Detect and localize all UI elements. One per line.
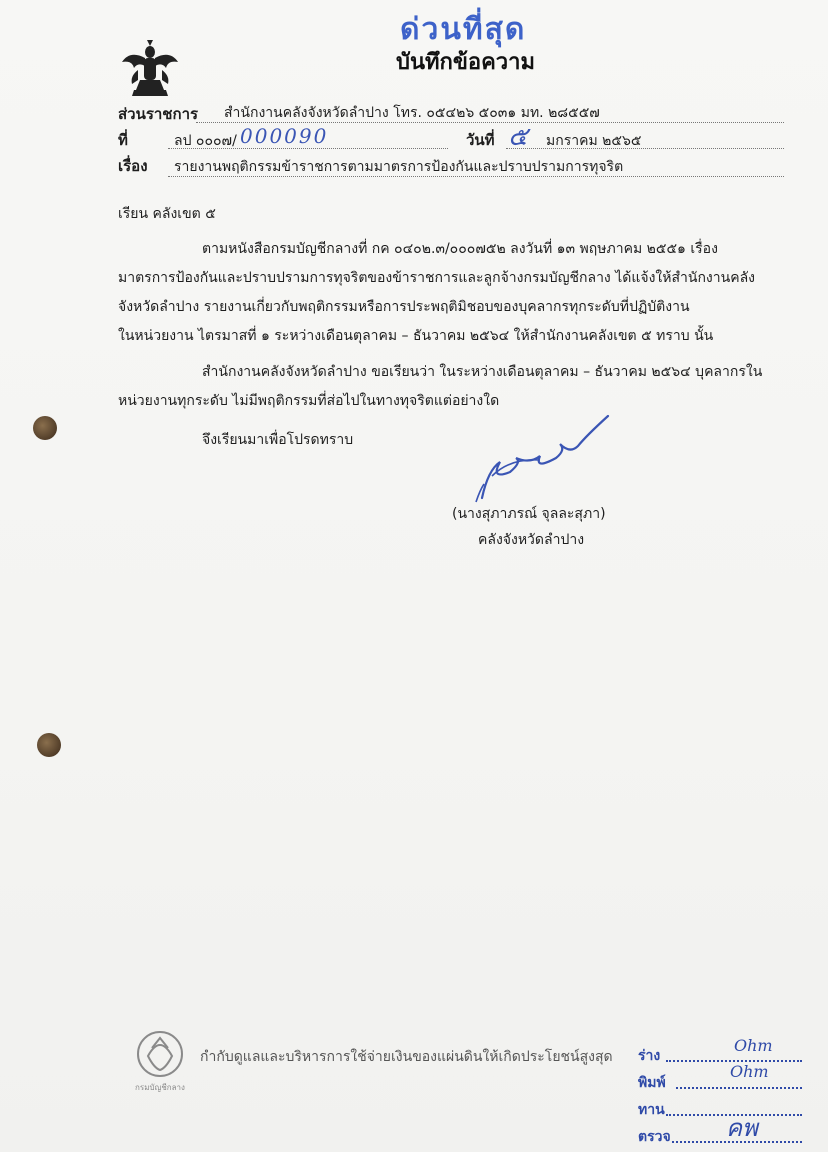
check-initial-verify: คพ — [726, 1114, 758, 1142]
subject-row — [118, 154, 148, 178]
agency-value: สำนักงานคลังจังหวัดลำปาง โทร. ๐๕๔๒๖ ๕๐๓๑ มท. ๒๘๕๕๗ — [224, 105, 600, 121]
body-p1-line1: ตามหนังสือกรมบัญชีกลางที่ กค ๐๔๐๒.๓/๐๐๐๗๕๒ ลงวันที่ ๑๓ พฤษภาคม ๒๕๕๑ เรื่อง — [202, 241, 718, 257]
date-rest: มกราคม ๒๕๖๕ — [546, 133, 642, 149]
punch-hole — [33, 416, 57, 440]
handwritten-signature-icon — [470, 410, 620, 510]
ref-prefix: ลป ๐๐๐๗/ — [174, 133, 237, 149]
agency-underline — [196, 122, 784, 123]
date-day-handwritten: ๕ — [508, 122, 528, 152]
urgency-stamp: ด่วนที่สุด — [400, 12, 527, 47]
ref-number-handwritten: 000090 — [240, 124, 329, 148]
subject-underline — [168, 176, 784, 177]
check-label-type: พิมพ์ — [638, 1075, 666, 1091]
check-line — [676, 1087, 802, 1089]
check-initial-type: Ohm — [730, 1062, 769, 1081]
emblem-caption: กรมบัญชีกลาง — [135, 1083, 185, 1092]
check-label-proof: ทาน — [638, 1102, 665, 1118]
signer-name: (นางสุภาภรณ์ จุลละสุภา) — [452, 506, 606, 522]
ref-row — [118, 128, 128, 152]
body-p2-line2: หน่วยงานทุกระดับ ไม่มีพฤติกรรมที่ส่อไปในทางทุจริตแต่อย่างใด — [118, 393, 500, 409]
body-p1-line3: จังหวัดลำปาง รายงานเกี่ยวกับพฤติกรรมหรือการประพฤติมิชอบของบุคลากรทุกระดับที่ปฏิบัติงาน — [118, 299, 690, 315]
date-underline — [506, 148, 784, 149]
document-title: บันทึกข้อความ — [396, 50, 536, 75]
date-label: วันที่ — [466, 131, 495, 149]
salutation: เรียน คลังเขต ๕ — [118, 206, 216, 222]
agency-row — [118, 102, 198, 126]
ref-label: ที่ — [118, 131, 128, 149]
body-p1-line2: มาตรการป้องกันและปราบปรามการทุจริตของข้าราชการและลูกจ้างกรมบัญชีกลาง ได้แจ้งให้สำนักงานคลัง — [118, 270, 755, 286]
body-p2-line1: สำนักงานคลังจังหวัดลำปาง ขอเรียนว่า ในระหว่างเดือนตุลาคม – ธันวาคม ๒๕๖๔ บุคลากรใน — [202, 364, 763, 380]
garuda-emblem-icon — [120, 40, 180, 98]
subject-label: เรื่อง — [118, 157, 148, 175]
ref-underline — [168, 148, 448, 149]
check-label-draft: ร่าง — [638, 1048, 661, 1064]
department-emblem-icon — [130, 1026, 190, 1094]
agency-label: ส่วนราชการ — [118, 105, 199, 123]
footer-slogan: กำกับดูแลและบริหารการใช้จ่ายเงินของแผ่นดินให้เกิดประโยชน์สูงสุด — [200, 1049, 613, 1065]
signer-position: คลังจังหวัดลำปาง — [478, 532, 585, 548]
check-label-verify: ตรวจ — [638, 1129, 671, 1145]
closing-line: จึงเรียนมาเพื่อโปรดทราบ — [202, 432, 354, 448]
punch-hole — [37, 733, 61, 757]
body-p1-line4: ในหน่วยงาน ไตรมาสที่ ๑ ระหว่างเดือนตุลาคม – ธันวาคม ๒๕๖๔ ให้สำนักงานคลังเขต ๕ ทราบ นั้น — [118, 328, 714, 344]
date-row — [466, 128, 495, 152]
subject-value: รายงานพฤติกรรมข้าราชการตามมาตรการป้องกันและปราบปรามการทุจริต — [174, 159, 624, 175]
check-initial-draft: Ohm — [734, 1036, 773, 1055]
